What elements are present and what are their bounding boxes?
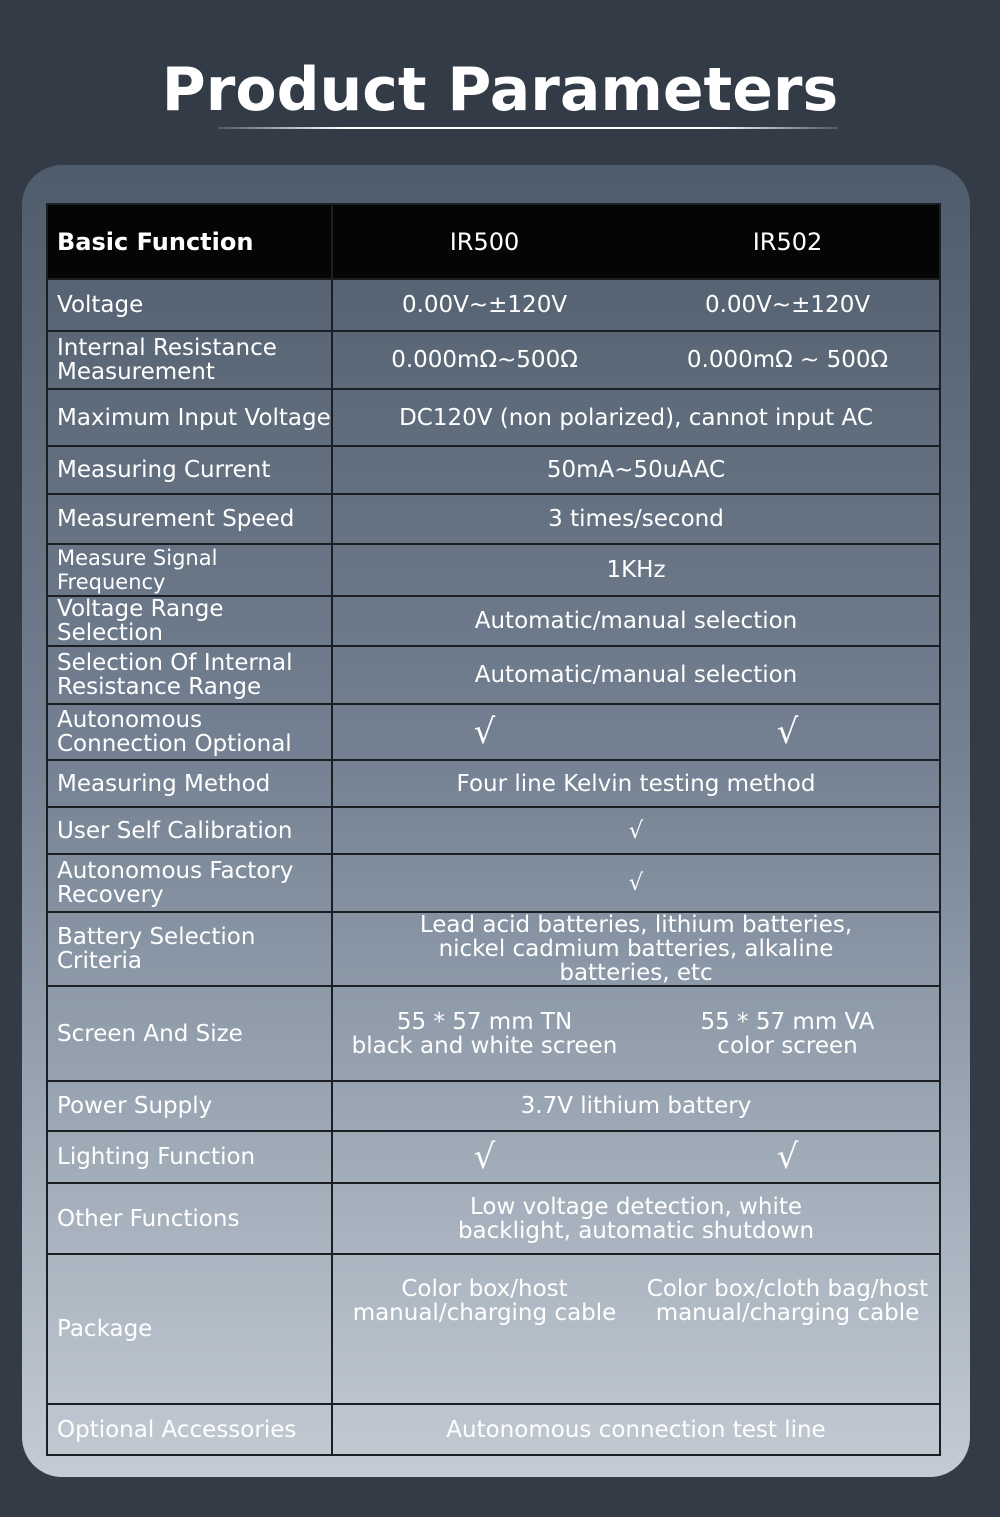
resistance-range-value: Automatic/manual selection xyxy=(332,646,940,704)
screen-ir502-line2: color screen xyxy=(717,1032,858,1059)
package-ir502-line2: manual/charging cable xyxy=(655,1300,920,1326)
row-label-measuring-method: Measuring Method xyxy=(47,760,332,807)
table-row xyxy=(47,1183,940,1254)
max-input-voltage-value: DC120V (non polarized), cannot input AC xyxy=(332,389,940,446)
internal-resistance-ir500: 0.000mΩ~500Ω xyxy=(391,347,578,373)
row-label-max-input-voltage: Maximum Input Voltage xyxy=(47,389,332,446)
row-label-factory-recovery: Autonomous Factory Recovery xyxy=(47,854,332,912)
table-row xyxy=(47,1254,940,1404)
package-ir502-line1: Color box/cloth bag/host xyxy=(646,1276,929,1302)
table-row xyxy=(47,1081,940,1131)
row-label-self-calibration: User Self Calibration xyxy=(47,807,332,854)
row-label-signal-frequency: Measure Signal Frequency xyxy=(47,544,332,596)
title-underline xyxy=(218,127,838,129)
table-row xyxy=(47,760,940,807)
table-row xyxy=(47,807,940,854)
screen-ir502-line1: 55 * 57 mm VA xyxy=(700,1008,875,1035)
row-label-voltage-range: Voltage Range Selection xyxy=(47,596,332,646)
header-ir500: IR500 xyxy=(449,227,520,256)
measurement-speed-value: 3 times/second xyxy=(332,494,940,544)
row-label-measuring-current: Measuring Current xyxy=(47,446,332,494)
signal-frequency-value: 1KHz xyxy=(332,544,940,596)
row-label-internal-resistance: Internal Resistance Measurement xyxy=(47,331,332,389)
parameters-table xyxy=(46,203,941,1456)
check-icon: √ xyxy=(332,807,940,854)
table-row xyxy=(47,704,940,760)
other-functions-line1: Low voltage detection, white xyxy=(469,1193,803,1220)
check-icon: √ xyxy=(332,854,940,912)
row-label-optional-accessories: Optional Accessories xyxy=(47,1404,332,1455)
package-ir500-line1: Color box/host xyxy=(401,1276,568,1302)
row-label-autonomous-connection: Autonomous Connection Optional xyxy=(47,704,332,760)
package-ir500-line2: manual/charging cable xyxy=(352,1300,617,1326)
check-icon: √ xyxy=(473,712,496,752)
table-row xyxy=(47,912,940,986)
table-row xyxy=(47,544,940,596)
table-row xyxy=(47,854,940,912)
row-label-measurement-speed: Measurement Speed xyxy=(47,494,332,544)
check-icon: √ xyxy=(776,712,799,752)
row-label-voltage: Voltage xyxy=(47,279,332,331)
optional-accessories-value: Autonomous connection test line xyxy=(332,1404,940,1455)
row-label-power-supply: Power Supply xyxy=(47,1081,332,1131)
power-supply-value: 3.7V lithium battery xyxy=(332,1081,940,1131)
voltage-ir500: 0.00V~±120V xyxy=(401,292,568,318)
table-row xyxy=(47,1404,940,1455)
row-label-screen-size: Screen And Size xyxy=(47,986,332,1081)
header-label: Basic Function xyxy=(47,204,332,279)
table-header-row xyxy=(47,204,940,279)
row-label-battery-criteria: Battery Selection Criteria xyxy=(47,912,332,986)
voltage-range-value: Automatic/manual selection xyxy=(332,596,940,646)
row-label-package: Package xyxy=(47,1254,332,1404)
other-functions-line2: backlight, automatic shutdown xyxy=(457,1217,815,1244)
table-row xyxy=(47,446,940,494)
screen-ir500-line2: black and white screen xyxy=(351,1032,618,1059)
row-label-lighting-function: Lighting Function xyxy=(47,1131,332,1183)
row-label-resistance-range: Selection Of Internal Resistance Range xyxy=(47,646,332,704)
table-row xyxy=(47,331,940,389)
table-row xyxy=(47,986,940,1081)
table-row xyxy=(47,596,940,646)
voltage-ir502: 0.00V~±120V xyxy=(704,292,871,318)
battery-criteria-value: Lead acid batteries, lithium batteries, nickel cadmium batteries, alkaline batteries, etc xyxy=(332,912,940,986)
row-label-other-functions: Other Functions xyxy=(47,1183,332,1254)
header-ir502: IR502 xyxy=(752,227,823,256)
check-icon: √ xyxy=(473,1137,496,1177)
measuring-current-value: 50mA~50uAAC xyxy=(332,446,940,494)
internal-resistance-ir502: 0.000mΩ ~ 500Ω xyxy=(686,347,889,373)
screen-ir500-line1: 55 * 57 mm TN xyxy=(396,1008,573,1035)
check-icon: √ xyxy=(776,1137,799,1177)
table-row xyxy=(47,646,940,704)
table-row xyxy=(47,389,940,446)
table-row xyxy=(47,279,940,331)
measuring-method-value: Four line Kelvin testing method xyxy=(332,760,940,807)
page-title: Product Parameters xyxy=(161,55,839,125)
table-row xyxy=(47,494,940,544)
table-row xyxy=(47,1131,940,1183)
